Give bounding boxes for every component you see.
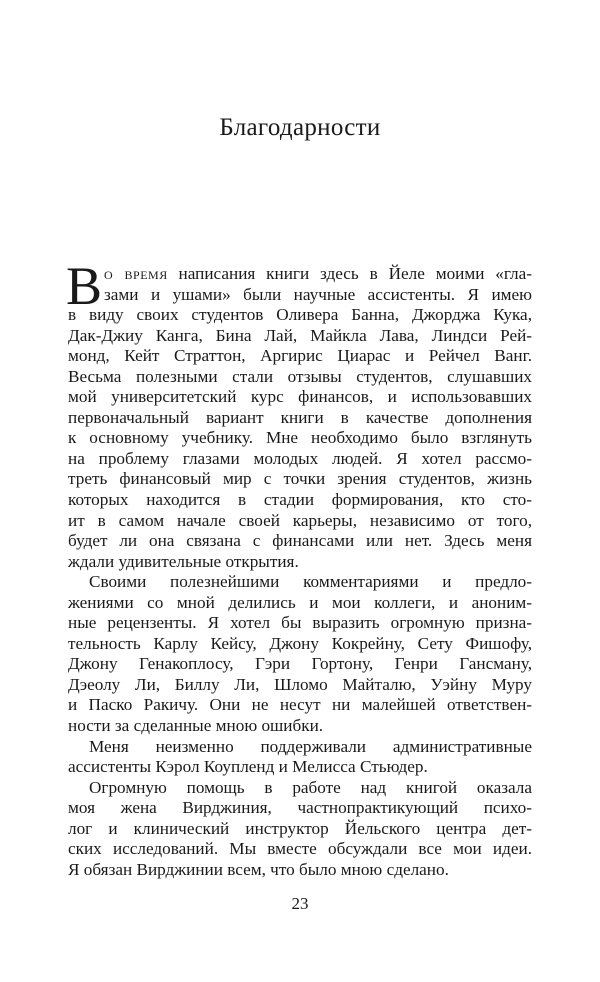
text-line: первоначальный вариант книги в качестве дополнения xyxy=(68,407,532,427)
text-line: ждали удивительные открытия. xyxy=(68,551,299,571)
text-line: ные рецензенты. Я хотел бы выразить огромную призна- xyxy=(68,613,532,633)
text-line: Весьма полезными стали отзывы студентов, слушавших xyxy=(68,366,532,386)
page-number: 23 xyxy=(291,894,309,913)
text-line: зами и ушами» были научные ассистенты. Я имею xyxy=(104,284,532,304)
text-line: мой университетский курс финансов, и использовавших xyxy=(68,387,532,407)
text-line: треть финансовый мир с точки зрения студентов, жизнь xyxy=(68,469,532,489)
text-line: ассистенты Кэрол Коупленд и Мелисса Стьюдер. xyxy=(68,757,428,777)
text-line: Огромную помощь в работе над книгой оказала xyxy=(89,777,532,797)
text-line: будет ли она связана с финансами или нет. Здесь меня xyxy=(68,531,532,551)
text-line: Своими полезнейшими комментариями и предло- xyxy=(89,572,532,592)
text-line: в виду своих студентов Оливера Банна, Джорджа Кука, xyxy=(68,305,532,325)
drop-cap: В xyxy=(66,256,103,316)
text-line: на проблему глазами молодых людей. Я хотел рассмо- xyxy=(68,448,532,468)
body-text xyxy=(66,256,532,880)
text-line: моя жена Вирджиния, частнопрактикующий психо- xyxy=(68,798,532,818)
text-line: лог и клинический инструктор Йельского центра дет- xyxy=(68,818,532,838)
text-line: ских исследований. Мы вместе обсуждали все мои идеи. xyxy=(68,839,532,859)
text-line: ности за сделанные мною ошибки. xyxy=(68,716,324,736)
text-line: Дэеолу Ли, Биллу Ли, Шломо Майталю, Уэйну Муру xyxy=(68,674,532,694)
text-line: Я обязан Вирджинии всем, что было мною сделано. xyxy=(68,859,449,879)
text-line: которых находится в стадии формирования, кто сто- xyxy=(68,490,532,510)
text-line: и Паско Ракичу. Они не несут ни малейшей ответствен- xyxy=(68,695,532,715)
text-line xyxy=(68,264,532,285)
text-line: ит в самом начале своей карьеры, независимо от того, xyxy=(68,510,532,530)
text-line: Джону Генакоплосу, Гэри Гортону, Генри Гансману, xyxy=(68,654,532,674)
text-line: тельность Карлу Кейсу, Джону Кокрейну, Сету Фишофу, xyxy=(68,633,532,653)
text-line: Меня неизменно поддерживали административные xyxy=(89,736,532,756)
text-line: жениями со мной делились и мои коллеги, и аноним- xyxy=(68,592,532,612)
lead-smallcaps: о время xyxy=(104,264,168,283)
text-line-rest: написания книги здесь в Йеле моими «гла- xyxy=(167,264,532,283)
text-line: Дак-Джиу Канга, Бина Лай, Майкла Лава, Линдси Рей- xyxy=(68,325,532,345)
text-line: к основному учебнику. Мне необходимо было взглянуть xyxy=(68,428,532,448)
chapter-title: Благодарности xyxy=(219,114,381,141)
text-line: монд, Кейт Страттон, Аргирис Циарас и Рейчел Ванг. xyxy=(68,346,532,366)
